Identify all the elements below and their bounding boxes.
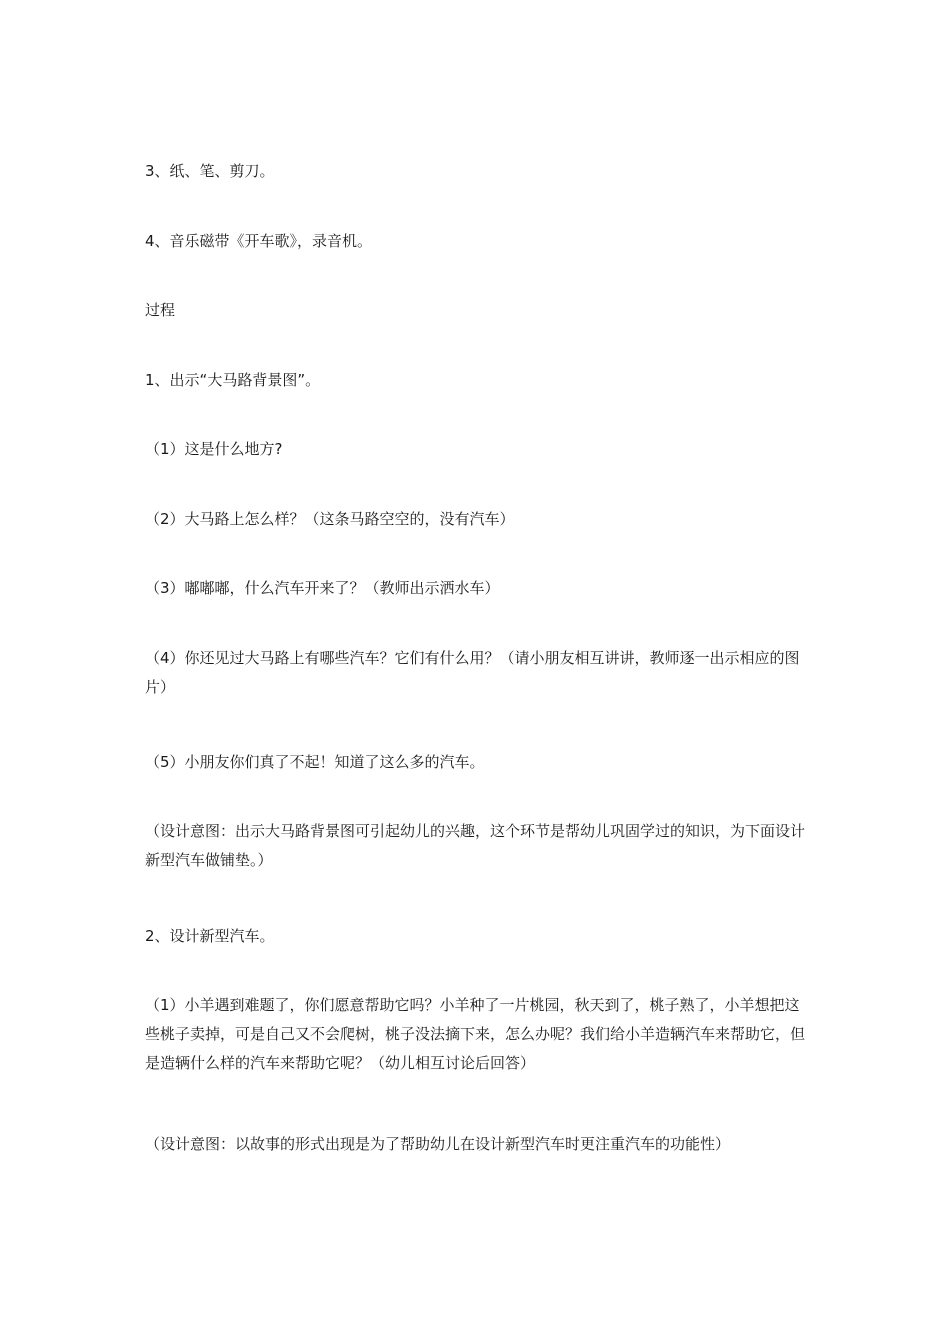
section-heading-process: 过程 [145,301,176,319]
step-1-question-4: （4）你还见过大马路上有哪些汽车？它们有什么用？（请小朋友相互讲讲，教师逐一出示相应的图片） [145,649,800,696]
design-intent-1: （设计意图：出示大马路背景图可引起幼儿的兴趣，这个环节是帮幼儿巩固学过的知识，为下面设计新型汽车做铺垫。） [145,822,806,869]
step-2-heading: 2、设计新型汽车。 [145,927,275,945]
step-2-question-1: （1）小羊遇到难题了，你们愿意帮助它吗？小羊种了一片桃园，秋天到了，桃子熟了，小羊想把这些桃子卖掉，可是自己又不会爬树，桃子没法摘下来，怎么办呢？我们给小羊造辆汽车来帮助它，但是造辆什么样的汽车来帮助它呢？（幼儿相互讨论后回答） [145,996,806,1072]
step-1-question-2: （2）大马路上怎么样？（这条马路空空的，没有汽车） [145,510,515,528]
material-item-3: 3、纸、笔、剪刀。 [145,162,275,180]
design-intent-2: （设计意图：以故事的形式出现是为了帮助幼儿在设计新型汽车时更注重汽车的功能性） [145,1135,731,1153]
material-item-4: 4、音乐磁带《开车歌》，录音机。 [145,232,373,250]
step-1-question-1: （1）这是什么地方? [145,440,283,458]
step-1-question-3: （3）嘟嘟嘟，什么汽车开来了？（教师出示洒水车） [145,579,500,597]
step-1-heading: 1、出示“大马路背景图”。 [145,371,321,389]
step-1-question-5: （5）小朋友你们真了不起！知道了这么多的汽车。 [145,753,485,771]
